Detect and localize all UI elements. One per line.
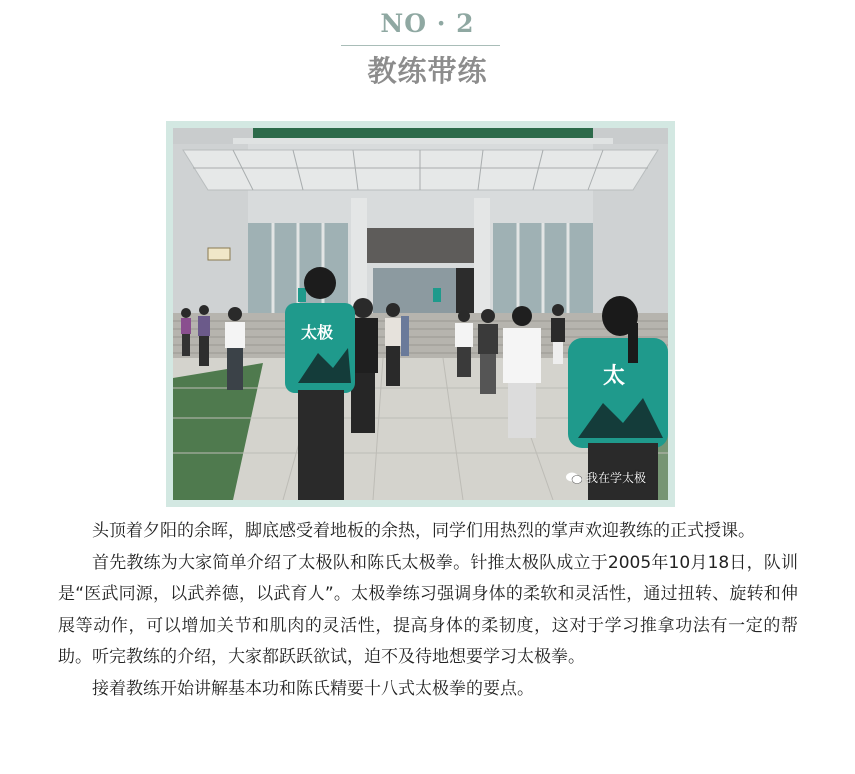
section-number: NO · 2 (380, 9, 475, 38)
section-title: 教练带练 (367, 54, 488, 88)
training-photo (173, 128, 668, 500)
article-body (58, 516, 798, 705)
paragraph: 接着教练开始讲解基本功和陈氏精要十八式太极拳的要点。 (92, 678, 534, 699)
paragraph: 头顶着夕阳的余晖，脚底感受着地板的余热，同学们用热烈的掌声欢迎教练的正式授课。 (92, 521, 755, 541)
paragraph: 首先教练为大家简单介绍了太极队和陈氏太极拳。针推太极队成立于2005年10月18日，队训是“医武同源，以武养德，以武育人”。太极拳练习强调身体的柔软和灵活性，通过扭转、旋转和伸展等动作，可以增加关节和肌肉的灵活性，提高身体的柔韧度，这对于学习推拿功法有一定的帮助。听完教练的介绍，大家都跃跃欲试，迫不及待地想要学习太极拳。 (58, 552, 798, 667)
wechat-icon (566, 472, 582, 484)
section-divider (341, 45, 500, 46)
watermark-text: 我在学太极 (585, 471, 646, 485)
photo-watermark (566, 469, 646, 486)
jersey-text: 太极 (301, 323, 334, 342)
svg-text:太: 太 (603, 364, 626, 389)
photo-frame (166, 121, 675, 507)
